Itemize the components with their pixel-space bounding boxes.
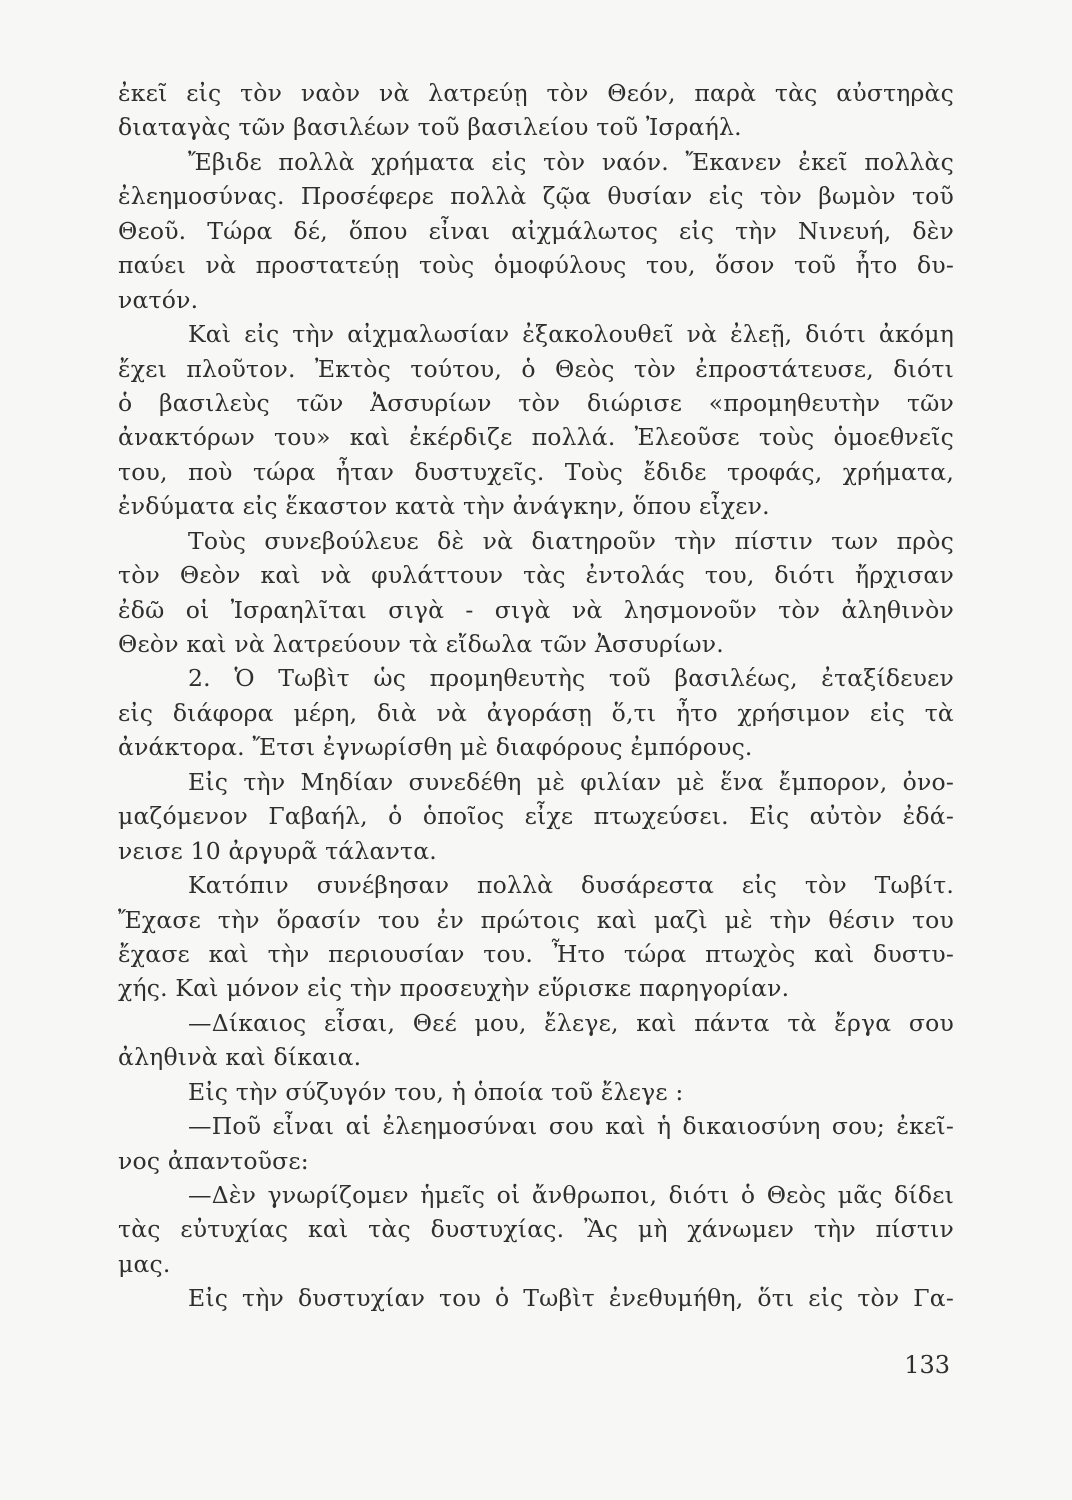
- text-line: ἐλεημοσύνας. Προσέφερε πολλὰ ζῷα θυσίαν εἰς τὸν βωμὸν τοῦ: [118, 182, 954, 211]
- text-line: μαζόμενον Γαβαήλ, ὁ ὁποῖος εἶχε πτωχεύσει. Εἰς αὐτὸν ἐδά-: [118, 802, 954, 831]
- text-line: ἀνάκτορα. Ἔτσι ἐγνωρίσθη μὲ διαφόρους ἐμπόρους.: [118, 733, 753, 762]
- text-line: Εἰς τὴν δυστυχίαν του ὁ Τωβὶτ ἐνεθυμήθη, ὅτι εἰς τὸν Γα-: [188, 1284, 954, 1313]
- text-line: —Ποῦ εἶναι αἱ ἐλεημοσύναι σου καὶ ἡ δικαιοσύνη σου; ἐκεῖ-: [188, 1112, 954, 1141]
- text-line: παύει νὰ προστατεύῃ τοὺς ὁμοφύλους του, ὅσον τοῦ ἦτο δυ-: [118, 251, 954, 280]
- text-line: ἀληθινὰ καὶ δίκαια.: [118, 1043, 362, 1072]
- page-number: 133: [904, 1351, 950, 1379]
- text-line: —Δὲν γνωρίζομεν ἡμεῖς οἱ ἄνθρωποι, διότι ὁ Θεὸς μᾶς δίδει: [188, 1181, 954, 1209]
- text-line: Ἔβιδε πολλὰ χρήματα εἰς τὸν ναόν. Ἔκανεν ἐκεῖ πολλὰς: [188, 147, 954, 176]
- text-line: μας.: [118, 1249, 171, 1278]
- text-line: Τοὺς συνεβούλευε δὲ νὰ διατηροῦν τὴν πίστιν των πρὸς: [188, 526, 954, 555]
- text-line: Καὶ εἰς τὴν αἰχμαλωσίαν ἐξακολουθεῖ νὰ ἐλεῇ, διότι ἀκόμη: [188, 320, 954, 349]
- text-line: Κατόπιν συνέβησαν πολλὰ δυσάρεστα εἰς τὸν Τωβίτ.: [188, 871, 954, 900]
- text-line: ἔχασε καὶ τὴν περιουσίαν του. Ἦτο τώρα πτωχὸς καὶ δυστυ-: [118, 939, 954, 968]
- text-line: Εἰς τὴν σύζυγόν του, ἡ ὁποία τοῦ ἔλεγε :: [188, 1077, 684, 1106]
- text-line: εἰς διάφορα μέρη, διὰ νὰ ἀγοράσῃ ὅ,τι ἦτο χρήσιμον εἰς τὰ: [118, 698, 954, 727]
- text-line: ἐδῶ οἱ Ἰσραηλῖται σιγὰ - σιγὰ νὰ λησμονοῦν τὸν ἀληθινὸν: [118, 595, 954, 624]
- text-line: νεισε 10 ἀργυρᾶ τάλαντα.: [118, 836, 437, 865]
- text-line: χής. Καὶ μόνον εἰς τὴν προσευχὴν εὕρισκε παρηγορίαν.: [118, 974, 790, 1003]
- text-line: τὰς εὐτυχίας καὶ τὰς δυστυχίας. Ἂς μὴ χάνωμεν τὴν πίστιν: [118, 1215, 954, 1244]
- text-line: Εἰς τὴν Μηδίαν συνεδέθη μὲ φιλίαν μὲ ἕνα ἔμπορον, ὀνο-: [188, 767, 954, 796]
- text-line: ἐνδύματα εἰς ἕκαστον κατὰ τὴν ἀνάγκην, ὅπου εἶχεν.: [118, 492, 770, 521]
- text-line: τὸν Θεὸν καὶ νὰ φυλάττουν τὰς ἐντολάς του, διότι ἤρχισαν: [118, 561, 954, 590]
- text-line: Ἔχασε τὴν ὅρασίν του ἐν πρώτοις καὶ μαζὶ μὲ τὴν θέσιν του: [118, 905, 954, 934]
- text-line: του, ποὺ τώρα ἦταν δυστυχεῖς. Τοὺς ἔδιδε τροφάς, χρήματα,: [118, 457, 954, 486]
- text-line: ἔχει πλοῦτον. Ἐκτὸς τούτου, ὁ Θεὸς τὸν ἐπροστάτευσε, διότι: [118, 354, 954, 383]
- text-line: 2. Ὁ Τωβὶτ ὡς προμηθευτὴς τοῦ βασιλέως, ἐταξίδευεν: [188, 664, 954, 693]
- text-line: —Δίκαιος εἶσαι, Θεέ μου, ἔλεγε, καὶ πάντα τὰ ἔργα σου: [188, 1008, 954, 1037]
- text-line: διαταγὰς τῶν βασιλέων τοῦ βασιλείου τοῦ Ἰσραήλ.: [118, 113, 742, 142]
- text-line: νος ἀπαντοῦσε:: [118, 1146, 309, 1175]
- text-line: Θεὸν καὶ νὰ λατρεύουν τὰ εἴδωλα τῶν Ἀσσυρίων.: [118, 630, 724, 658]
- text-line: ἀνακτόρων του» καὶ ἐκέρδιζε πολλά. Ἐλεοῦσε τοὺς ὁμοεθνεῖς: [118, 423, 954, 452]
- body-text: [118, 76, 954, 1316]
- text-line: ὁ βασιλεὺς τῶν Ἀσσυρίων τὸν διώρισε «προμηθευτὴν τῶν: [118, 388, 954, 417]
- text-line: νατόν.: [118, 285, 199, 314]
- text-line: Θεοῦ. Τώρα δέ, ὅπου εἶναι αἰχμάλωτος εἰς τὴν Νινευή, δὲν: [118, 216, 954, 245]
- text-line: ἐκεῖ εἰς τὸν ναὸν νὰ λατρεύῃ τὸν Θεόν, παρὰ τὰς αὐστηρὰς: [118, 79, 954, 107]
